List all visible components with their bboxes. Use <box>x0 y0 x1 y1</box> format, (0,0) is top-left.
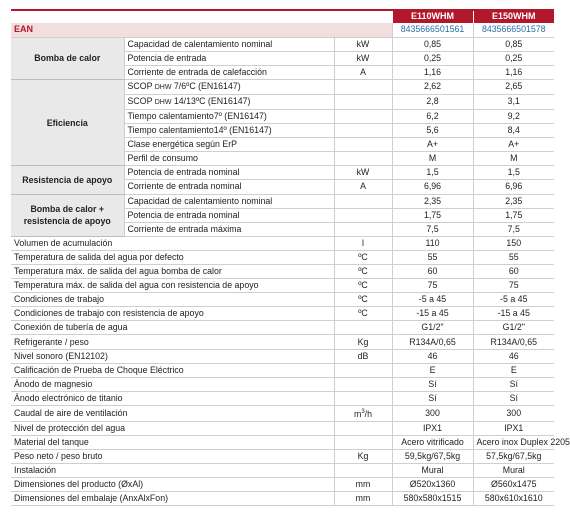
spec-label: Corriente de entrada nominal <box>124 180 334 194</box>
spec-value: 1,5 <box>473 166 554 180</box>
spec-value: Ø560x1475 <box>473 478 554 492</box>
spec-unit: kW <box>334 37 392 51</box>
spec-value: 6,96 <box>473 180 554 194</box>
spec-value: 9,2 <box>473 109 554 123</box>
spec-value: 2,35 <box>392 194 473 208</box>
spec-value: 3,1 <box>473 94 554 109</box>
spec-label: Volumen de acumulación <box>11 236 334 250</box>
spec-value: A+ <box>473 138 554 152</box>
spec-value: 2,35 <box>473 194 554 208</box>
spec-label: Condiciones de trabajo con resistencia de apoyo <box>11 307 334 321</box>
spec-row <box>11 478 554 492</box>
spec-label: Corriente de entrada máxima <box>124 222 334 236</box>
spec-row <box>11 166 554 180</box>
spec-unit: kW <box>334 166 392 180</box>
spec-table <box>11 9 570 506</box>
spec-value: M <box>392 152 473 166</box>
spec-label: Potencia de entrada <box>124 51 334 65</box>
spec-value: 60 <box>473 265 554 279</box>
spec-value: 1,5 <box>392 166 473 180</box>
spec-unit <box>334 363 392 377</box>
spec-label: Ánodo de magnesio <box>11 377 334 391</box>
spec-value: 6,96 <box>392 180 473 194</box>
spec-label: SCOP DHW 14/13ºC (EN16147) <box>124 94 334 109</box>
spec-row <box>11 250 554 264</box>
spec-unit <box>334 222 392 236</box>
spec-row <box>11 363 554 377</box>
spec-label: Dimensiones del embalaje (AnxAlxFon) <box>11 492 334 506</box>
spec-row <box>11 405 554 421</box>
spec-unit <box>334 94 392 109</box>
spec-value: M <box>473 152 554 166</box>
spec-value: 0,25 <box>392 51 473 65</box>
spec-value: 0,85 <box>473 37 554 51</box>
spec-unit: ºC <box>334 307 392 321</box>
spec-value: G1/2" <box>392 321 473 335</box>
spec-unit: l <box>334 236 392 250</box>
spec-value: Ø520x1360 <box>392 478 473 492</box>
spec-value: Acero inox Duplex 2205 <box>473 435 554 449</box>
spec-unit <box>334 138 392 152</box>
model-name: E150WHM <box>473 9 554 23</box>
spec-value: IPX1 <box>392 421 473 435</box>
spec-label: Corriente de entrada de calefacción <box>124 65 334 79</box>
spec-value: -5 a 45 <box>392 293 473 307</box>
spec-unit <box>334 421 392 435</box>
spec-value: 2,8 <box>392 94 473 109</box>
spec-value: 1,75 <box>473 208 554 222</box>
spec-label: Tiempo calentamiento7º (EN16147) <box>124 109 334 123</box>
spec-row <box>11 464 554 478</box>
spec-unit <box>334 321 392 335</box>
spec-row <box>11 391 554 405</box>
spec-value: 55 <box>392 250 473 264</box>
spec-value: 6,2 <box>392 109 473 123</box>
group-label: Bomba de calor + resistencia de apoyo <box>11 194 124 236</box>
spec-unit: ºC <box>334 293 392 307</box>
spec-value: Sí <box>473 377 554 391</box>
spec-unit <box>334 391 392 405</box>
header-rule <box>11 9 554 11</box>
spec-value: Mural <box>392 464 473 478</box>
spec-label: Temperatura de salida del agua por defecto <box>11 250 334 264</box>
spec-unit: ºC <box>334 279 392 293</box>
spec-value: 46 <box>392 349 473 363</box>
spec-label: Peso neto / peso bruto <box>11 450 334 464</box>
spec-row <box>11 79 554 94</box>
spec-unit <box>334 124 392 138</box>
spec-unit: A <box>334 65 392 79</box>
spec-unit <box>334 194 392 208</box>
spec-value: 60 <box>392 265 473 279</box>
spec-label: Caudal de aire de ventilación <box>11 405 334 421</box>
spec-label: Potencia de entrada nominal <box>124 208 334 222</box>
spec-unit: dB <box>334 349 392 363</box>
spec-label: Refrigerante / peso <box>11 335 334 349</box>
spec-label: Nivel de protección del agua <box>11 421 334 435</box>
spec-label: Perfil de consumo <box>124 152 334 166</box>
spec-row <box>11 293 554 307</box>
spec-label: Calificación de Prueba de Choque Eléctrico <box>11 363 334 377</box>
spec-value: 300 <box>392 405 473 421</box>
spec-value: 57,5kg/67,5kg <box>473 450 554 464</box>
spec-unit: mm <box>334 492 392 506</box>
ean-code: 8435666501561 <box>392 23 473 37</box>
spec-row <box>11 377 554 391</box>
spec-unit: kW <box>334 51 392 65</box>
ean-code: 8435666501578 <box>473 23 554 37</box>
spec-value: Sí <box>392 391 473 405</box>
spec-label: Clase energética según ErP <box>124 138 334 152</box>
model-header-row <box>11 9 554 23</box>
spec-unit <box>334 208 392 222</box>
spec-value: 5,6 <box>392 124 473 138</box>
model-name: E110WHM <box>392 9 473 23</box>
spec-value: 300 <box>473 405 554 421</box>
spec-value: Sí <box>473 391 554 405</box>
spec-unit: mm <box>334 478 392 492</box>
spec-value: 580x580x1515 <box>392 492 473 506</box>
spec-row <box>11 421 554 435</box>
spec-unit <box>334 109 392 123</box>
spec-value: 1,75 <box>392 208 473 222</box>
spec-value: 150 <box>473 236 554 250</box>
spec-value: E <box>392 363 473 377</box>
spec-value: R134A/0,65 <box>473 335 554 349</box>
spec-value: 2,62 <box>392 79 473 94</box>
spec-row <box>11 194 554 208</box>
spec-value: 1,16 <box>473 65 554 79</box>
spec-label: Conexión de tubería de agua <box>11 321 334 335</box>
spec-row <box>11 349 554 363</box>
spec-unit: Kg <box>334 450 392 464</box>
spec-row <box>11 307 554 321</box>
spec-row <box>11 265 554 279</box>
spec-value: 110 <box>392 236 473 250</box>
spec-value: E <box>473 363 554 377</box>
spec-label: Potencia de entrada nominal <box>124 166 334 180</box>
spec-value: 75 <box>473 279 554 293</box>
spec-label: Ánodo electrónico de titanio <box>11 391 334 405</box>
spec-value: 8,4 <box>473 124 554 138</box>
spec-unit <box>334 79 392 94</box>
spec-row <box>11 492 554 506</box>
spec-unit <box>334 435 392 449</box>
spec-value: G1/2" <box>473 321 554 335</box>
spec-value: 7,5 <box>392 222 473 236</box>
spec-value: Mural <box>473 464 554 478</box>
spec-value: IPX1 <box>473 421 554 435</box>
spec-label: Capacidad de calentamiento nominal <box>124 194 334 208</box>
spec-value: 580x610x1610 <box>473 492 554 506</box>
spec-row <box>11 321 554 335</box>
spec-label: Nivel sonoro (EN12102) <box>11 349 334 363</box>
spec-value: 2,65 <box>473 79 554 94</box>
spec-value: 46 <box>473 349 554 363</box>
spec-value: 1,16 <box>392 65 473 79</box>
spec-unit: ºC <box>334 250 392 264</box>
spec-label: Condiciones de trabajo <box>11 293 334 307</box>
spec-label: Tiempo calentamiento14º (EN16147) <box>124 124 334 138</box>
spec-value: -15 a 45 <box>392 307 473 321</box>
ean-label: EAN <box>11 23 124 37</box>
spec-unit: $m^3/h$ <box>334 405 392 421</box>
spec-row <box>11 335 554 349</box>
spec-unit <box>334 152 392 166</box>
spec-label: SCOP DHW 7/6ºC (EN16147) <box>124 79 334 94</box>
spec-value: -5 a 45 <box>473 293 554 307</box>
spec-unit: Kg <box>334 335 392 349</box>
spec-row <box>11 450 554 464</box>
spec-value: 59,5kg/67,5kg <box>392 450 473 464</box>
group-label: Resistencia de apoyo <box>11 166 124 194</box>
spec-value: 0,25 <box>473 51 554 65</box>
spec-value: Acero vitrificado <box>392 435 473 449</box>
spec-label: Temperatura máx. de salida del agua bomba de calor <box>11 265 334 279</box>
spec-row <box>11 236 554 250</box>
spec-unit <box>334 464 392 478</box>
spec-value: 75 <box>392 279 473 293</box>
spec-unit: ºC <box>334 265 392 279</box>
spec-row <box>11 435 554 449</box>
spec-label: Dimensiones del producto (ØxAl) <box>11 478 334 492</box>
spec-row <box>11 279 554 293</box>
spec-value: 55 <box>473 250 554 264</box>
spec-row <box>11 37 554 51</box>
spec-value: 0,85 <box>392 37 473 51</box>
spec-value: Sí <box>392 377 473 391</box>
spec-value: A+ <box>392 138 473 152</box>
spec-label: Temperatura máx. de salida del agua con resistencia de apoyo <box>11 279 334 293</box>
ean-row <box>11 23 554 37</box>
spec-unit <box>334 377 392 391</box>
spec-label: Material del tanque <box>11 435 334 449</box>
spec-label: Capacidad de calentamiento nominal <box>124 37 334 51</box>
spec-value: -15 a 45 <box>473 307 554 321</box>
spec-unit: A <box>334 180 392 194</box>
spec-value: 7,5 <box>473 222 554 236</box>
group-label: Eficiencia <box>11 79 124 165</box>
spec-label: Instalación <box>11 464 334 478</box>
spec-value: R134A/0,65 <box>392 335 473 349</box>
group-label: Bomba de calor <box>11 37 124 79</box>
